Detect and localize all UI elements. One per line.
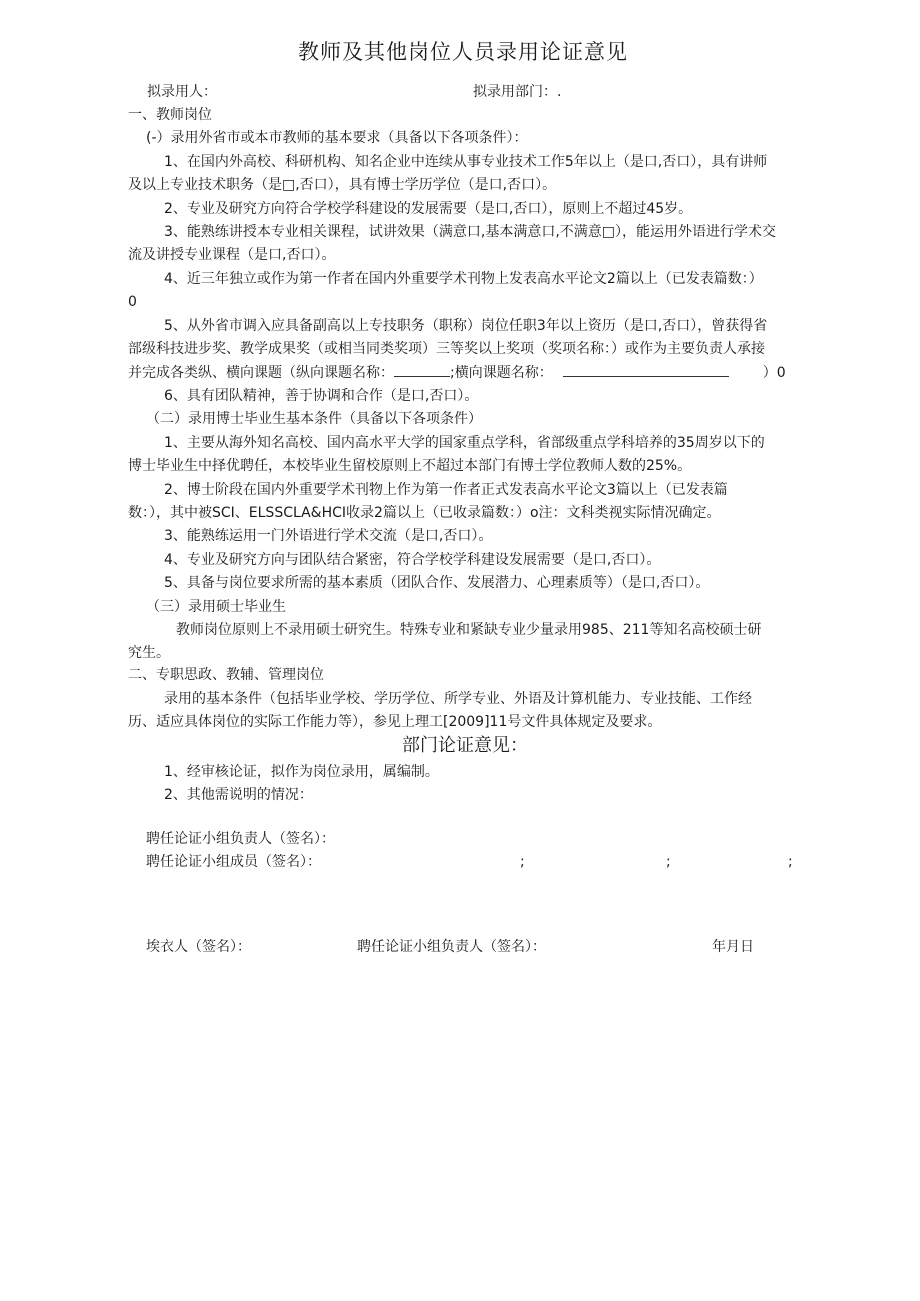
sub3-heading: （三）录用硕士毕业生 [146,599,286,615]
sub1-item2: 2、专业及研究方向符合学校学科建设的发展需要（是口,否口），原则上不超过45岁。 [164,201,693,217]
sub3-body-line2: 究生。 [128,645,170,661]
vertical-project-blank [394,362,450,377]
sub1-item5-line3 [128,362,786,383]
sub1-item4-line1: 4、近三年独立或作为第一作者在国内外重要学术刊物上发表高水平论文2篇以上（已发表篇数：） [164,271,763,287]
sub1-item1-line2: 及以上专业技术职务（是□,否口），具有博士学历学位（是口,否口）。 [128,177,557,193]
sub2-item1-line2: 博士毕业生中择优聘任，本校毕业生留校原则上不超过本部门有博士学位教师人数的25%。 [128,458,692,474]
candidate-label: 拟录用人： [147,84,217,100]
item5-closing: ）0 [762,365,786,381]
horizontal-project-label: ;横向课题名称： [450,365,553,381]
sub2-item1-line1: 1、主要从海外知名高校、国内高水平大学的国家重点学科，省部级重点学科培养的35周岁以下的 [164,435,765,451]
sub1-item1-line1: 1、在国内外高校、科研机构、知名企业中连续从事专业技术工作5年以上（是口,否口），具有讲师 [164,154,768,170]
sub1-heading: (-）录用外省市或本市教师的基本要求（具备以下各项条件）： [146,130,528,146]
section1-heading: 一、教师岗位 [128,107,212,123]
sub3-body-line1: 教师岗位原则上不录用硕士研究生。特殊专业和紧缺专业少量录用985、211等知名高校硕士研 [176,622,762,638]
section2-body-line1: 录用的基本条件（包括毕业学校、学历学位、所学专业、外语及计算机能力、专业技能、工作经 [164,691,752,707]
sub1-item5-line1: 5、从外省市调入应具备副高以上专技职务（职称）岗位任职3年以上资历（是口,否口），曾获得省 [164,318,768,334]
sub2-item2-line1: 2、博士阶段在国内外重要学术刊物上作为第一作者正式发表高水平论文3篇以上（已发表篇 [164,482,728,498]
section2-heading: 二、专职思政、教辅、管理岗位 [128,667,324,683]
sub2-item4: 4、专业及研究方向与团队结合紧密，符合学校学科建设发展需要（是口,否口）。 [164,552,661,568]
member-separator: ; [666,854,671,870]
vertical-project-label: 并完成各类纵、横向课题（纵向课题名称： [128,365,394,381]
sub1-item4-line2: 0 [128,294,137,310]
sub1-item3-line2: 流及讲授专业课程（是口,否口）。 [128,247,336,263]
member-separator: ; [520,854,525,870]
date-label: 年月日 [712,939,754,955]
sub2-item2-line2: 数：），其中被SCI、ELSSCLA&HCI收录2篇以上（已收录篇数：）o注：文科类视实际情况确定。 [128,505,721,521]
members-signature-label: 聘任论证小组成员（签名）： [146,854,321,870]
opinion-item2: 2、其他需说明的情况： [164,787,313,803]
opinion-item1: 1、经审核论证，拟作为岗位录用，属编制。 [164,764,439,780]
sub1-item3-line1: 3、能熟练讲授本专业相关课程，试讲效果（满意口,基本满意口,不满意□），能运用外语进行学术交 [164,224,777,240]
sub1-item5-line2: 部级科技进步奖、教学成果奖（或相当同类奖项）三等奖以上奖项（奖项名称：）或作为主要负责人承接 [128,341,765,357]
sub2-heading: （二）录用博士毕业生基本条件（具备以下各项条件） [146,411,482,427]
leader-signature-label: 聘任论证小组负责人（签名）： [146,831,335,847]
page-title: 教师及其他岗位人员录用论证意见 [298,40,628,64]
sub2-item3: 3、能熟练运用一门外语进行学术交流（是口,否口）。 [164,528,493,544]
sub2-item5: 5、具备与岗位要求所需的基本素质（团队合作、发展潜力、心理素质等）（是口,否口）。 [164,575,710,591]
horizontal-project-blank [563,362,729,377]
reporter-signature-label: 埃衣人（签名）： [146,939,251,955]
member-separator: ; [788,854,793,870]
section2-body-line2: 历、适应具体岗位的实际工作能力等），参见上理工[2009]11号文件具体规定及要求。 [128,714,662,730]
sub1-item6: 6、具有团队精神，善于协调和合作（是口,否口）。 [164,388,479,404]
leader2-signature-label: 聘任论证小组负责人（签名）： [357,939,546,955]
department-label: 拟录用部门：. [473,84,562,100]
opinion-heading: 部门论证意见： [402,735,528,756]
